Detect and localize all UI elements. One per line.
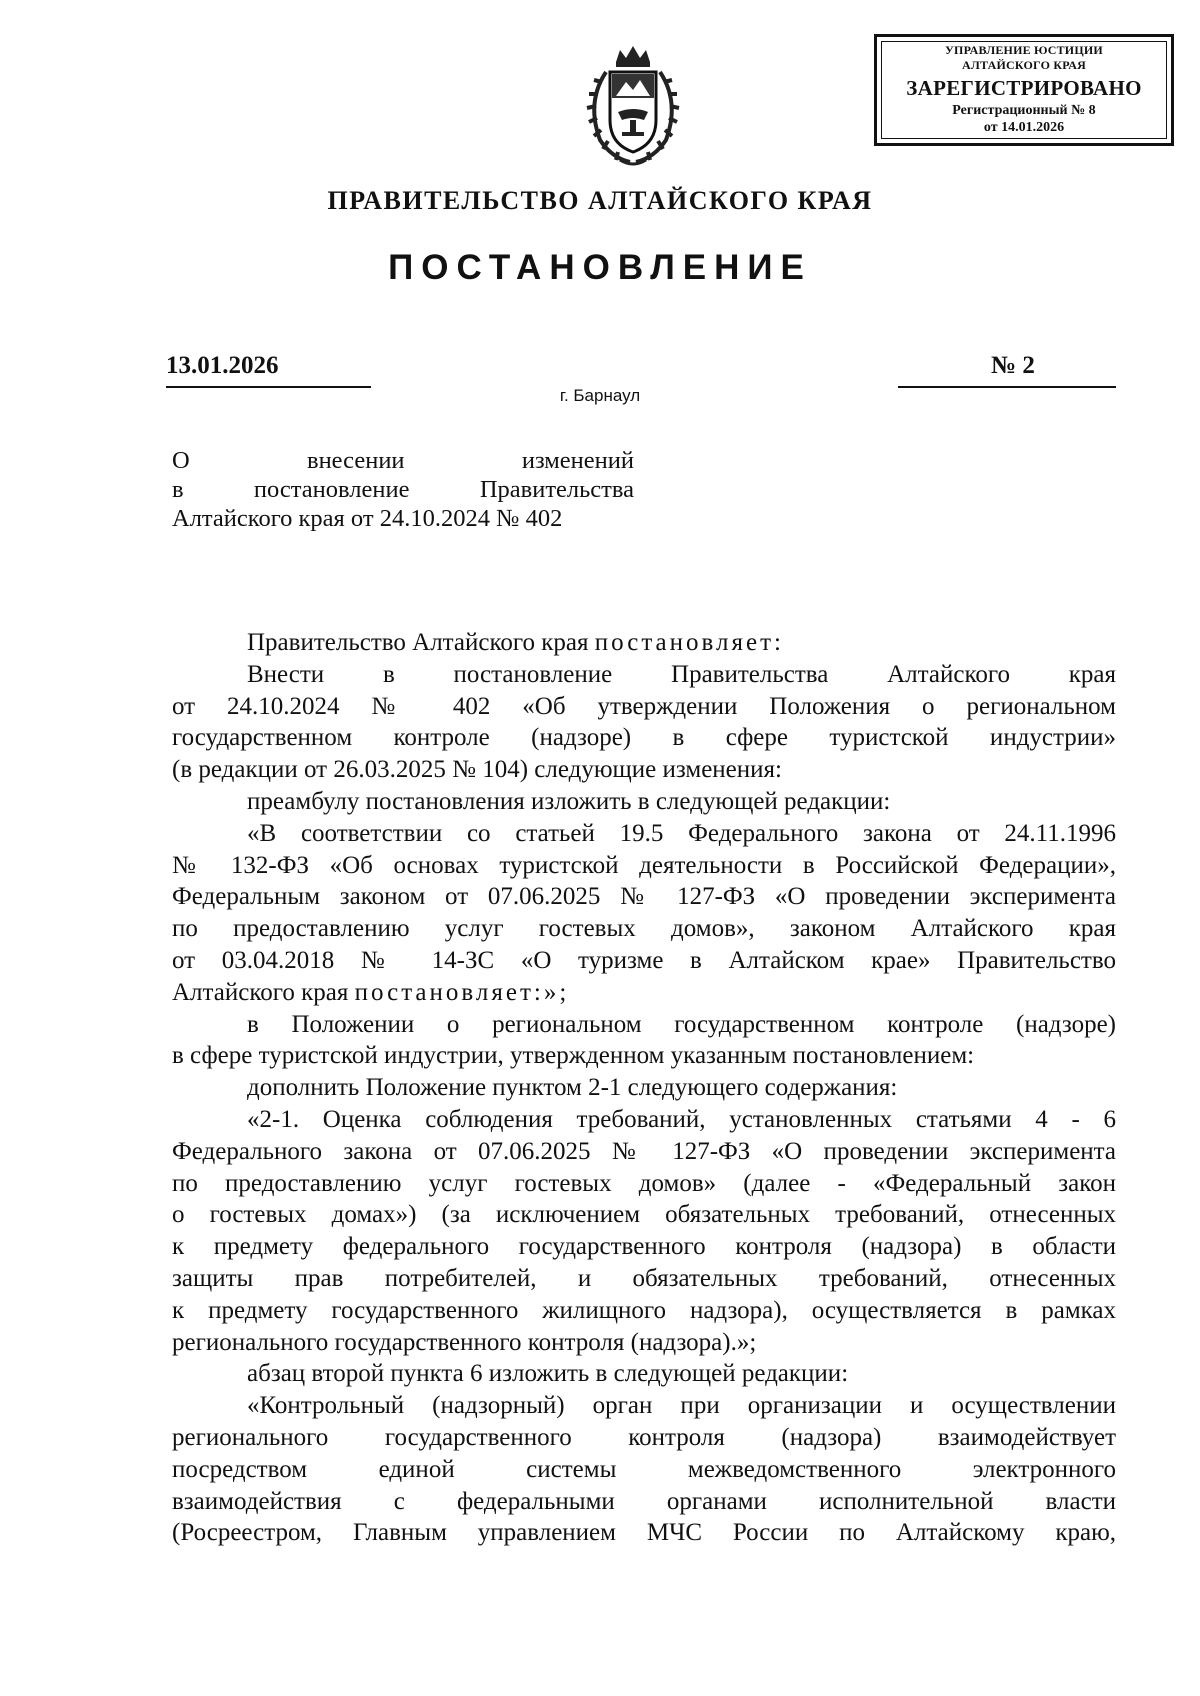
body-line: «В соответствии со статьей 19.5 Федерального закона от 24.11.1996 bbox=[247, 819, 1116, 847]
stamp-reg-number: Регистрационный № 8 bbox=[952, 103, 1096, 118]
body-line: преамбулу постановления изложить в следующей редакции: bbox=[247, 787, 891, 815]
body-line: Федерального закона от 07.06.2025 № 127-ФЗ «О проведении эксперимента bbox=[172, 1137, 1116, 1165]
registration-stamp bbox=[874, 34, 1174, 146]
body-line: Внести в постановление Правительства Алтайского края bbox=[247, 660, 1116, 688]
body-line: государственном контроле (надзоре) в сфере туристской индустрии» bbox=[172, 724, 1116, 752]
government-title: ПРАВИТЕЛЬСТВО АЛТАЙСКОГО КРАЯ bbox=[327, 186, 873, 215]
subject-line: Алтайского края от 24.10.2024 № 402 bbox=[172, 505, 563, 532]
stamp-org-line1: УПРАВЛЕНИЕ ЮСТИЦИИ bbox=[945, 43, 1103, 57]
body-line: в сфере туристской индустрии, утвержденном указанным постановлением: bbox=[172, 1042, 975, 1070]
body-line: дополнить Положение пунктом 2-1 следующего содержания: bbox=[247, 1074, 898, 1102]
body-line: «Контрольный (надзорный) орган при организации и осуществлении bbox=[247, 1392, 1116, 1420]
body-line: к предмету государственного жилищного надзора), осуществляется в рамках bbox=[172, 1296, 1116, 1324]
body-line: «2-1. Оценка соблюдения требований, установленных статьями 4 - 6 bbox=[247, 1105, 1116, 1133]
document-type-title: ПОСТАНОВЛЕНИЕ bbox=[388, 248, 812, 287]
body-line: взаимодействия с федеральными органами исполнительной власти bbox=[172, 1487, 1116, 1515]
body-line: абзац второй пункта 6 изложить в следующей редакции: bbox=[247, 1360, 849, 1388]
document-date bbox=[166, 352, 371, 388]
body-line: защиты прав потребителей, и обязательных требований, отнесенных bbox=[172, 1264, 1116, 1292]
body-text: Алтайского края bbox=[172, 978, 349, 1006]
document-number-text: № 2 bbox=[991, 352, 1035, 379]
body-line: регионального государственного контроля (надзора) взаимодействует bbox=[172, 1423, 1116, 1451]
subject-line: в постановление Правительства bbox=[172, 476, 634, 503]
body-line bbox=[172, 977, 1116, 1009]
stamp-reg-date: от 14.01.2026 bbox=[983, 120, 1065, 135]
stamp-inner-border bbox=[881, 41, 1167, 139]
document-city: г. Барнаул bbox=[559, 386, 641, 405]
body-line: (Росреестром, Главным управлением МЧС России по Алтайскому краю, bbox=[172, 1519, 1116, 1547]
body-line: от 03.04.2018 № 14-ЗС «О туризме в Алтайском крае» Правительство bbox=[172, 946, 1116, 974]
body-line: по предоставлению услуг гостевых домов» (далее - «Федеральный закон bbox=[172, 1169, 1116, 1197]
coat-of-arms-icon bbox=[578, 42, 688, 170]
body-line: от 24.10.2024 № 402 «Об утверждении Положения о региональном bbox=[172, 692, 1116, 720]
body-line: (в редакции от 26.03.2025 № 104) следующие изменения: bbox=[172, 756, 782, 784]
document-date-text: 13.01.2026 bbox=[166, 352, 279, 379]
subject-line: О внесении изменений bbox=[172, 447, 634, 474]
stamp-org-line2: АЛТАЙСКОГО КРАЯ bbox=[962, 58, 1086, 72]
body-line: посредством единой системы межведомственного электронного bbox=[172, 1455, 1116, 1483]
document-number bbox=[898, 352, 1116, 388]
body-line bbox=[172, 627, 1116, 659]
body-line: о гостевых домах») (за исключением обязательных требований, отнесенных bbox=[172, 1201, 1116, 1229]
document-body bbox=[172, 627, 1116, 1549]
body-line: регионального государственного контроля (надзора).»; bbox=[172, 1328, 757, 1356]
body-line: в Положении о региональном государственном контроле (надзоре) bbox=[247, 1010, 1116, 1038]
body-text-spaced: постановляет: bbox=[594, 629, 784, 656]
body-line: к предмету федерального государственного контроля (надзора) в области bbox=[172, 1233, 1116, 1261]
document-subject bbox=[172, 446, 634, 533]
body-line: № 132-ФЗ «Об основах туристской деятельности в Российской Федерации», bbox=[172, 851, 1116, 879]
body-line: по предоставлению услуг гостевых домов», законом Алтайского края bbox=[172, 915, 1116, 943]
body-line: Федеральным законом от 07.06.2025 № 127-ФЗ «О проведении эксперимента bbox=[172, 883, 1116, 911]
body-text: Правительство Алтайского края bbox=[247, 629, 589, 656]
body-text-spaced: постановляет:»; bbox=[354, 978, 570, 1006]
stamp-status: ЗАРЕГИСТРИРОВАНО bbox=[906, 76, 1142, 100]
